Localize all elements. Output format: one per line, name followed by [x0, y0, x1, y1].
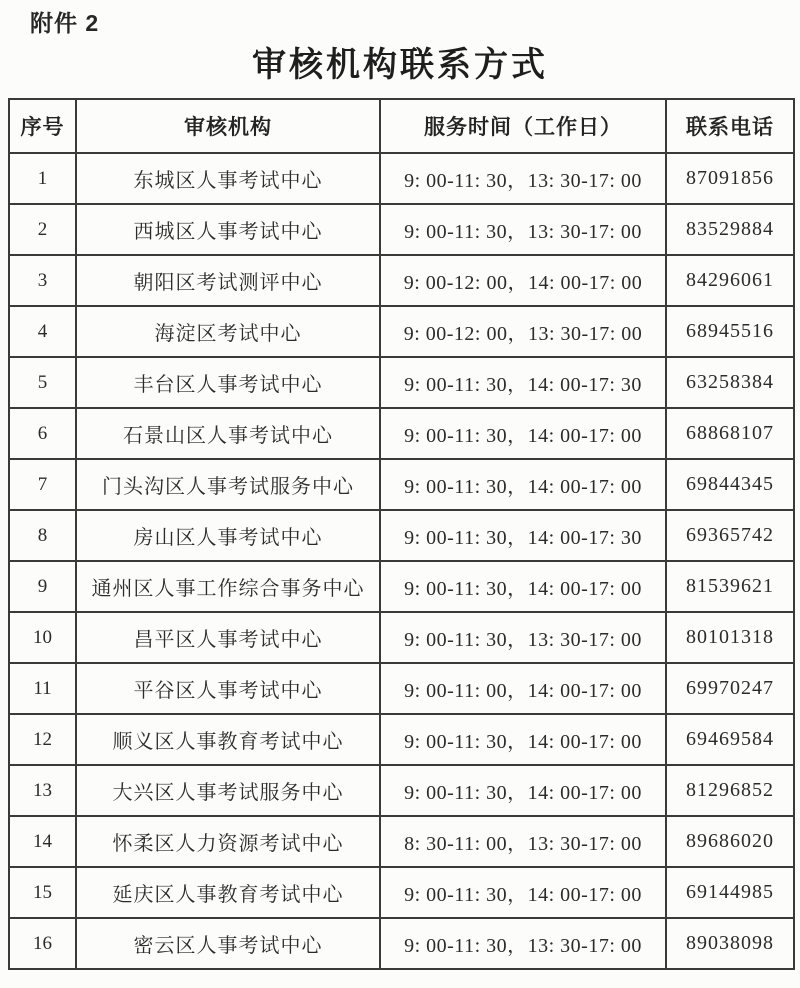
- table-row: [9, 816, 794, 867]
- cell-no: 3: [9, 255, 76, 306]
- cell-agency: 石景山区人事考试中心: [76, 408, 380, 459]
- cell-agency: 东城区人事考试中心: [76, 153, 380, 204]
- cell-agency: 延庆区人事教育考试中心: [76, 867, 380, 918]
- table-header-row: [9, 99, 794, 153]
- table-body: [9, 153, 794, 969]
- table-row: [9, 306, 794, 357]
- cell-phone: 81296852: [666, 765, 794, 816]
- cell-phone: 80101318: [666, 612, 794, 663]
- cell-hours: 9: 00-11: 30，14: 00-17: 00: [380, 714, 666, 765]
- cell-phone: 89686020: [666, 816, 794, 867]
- cell-hours: 9: 00-11: 30，14: 00-17: 00: [380, 867, 666, 918]
- cell-phone: 69365742: [666, 510, 794, 561]
- cell-no: 13: [9, 765, 76, 816]
- cell-hours: 9: 00-12: 00，14: 00-17: 00: [380, 255, 666, 306]
- cell-hours: 9: 00-11: 00，14: 00-17: 00: [380, 663, 666, 714]
- table-row: [9, 663, 794, 714]
- cell-no: 4: [9, 306, 76, 357]
- table-row: [9, 561, 794, 612]
- header-cell-no: 序号: [9, 99, 76, 153]
- page-title: 审核机构联系方式: [252, 47, 548, 84]
- header-cell-agency: 审核机构: [76, 99, 380, 153]
- cell-hours: 9: 00-11: 30，14: 00-17: 00: [380, 408, 666, 459]
- table-row: [9, 408, 794, 459]
- cell-agency: 昌平区人事考试中心: [76, 612, 380, 663]
- cell-phone: 84296061: [666, 255, 794, 306]
- cell-phone: 68945516: [666, 306, 794, 357]
- cell-agency: 平谷区人事考试中心: [76, 663, 380, 714]
- table-row: [9, 255, 794, 306]
- cell-no: 7: [9, 459, 76, 510]
- cell-no: 6: [9, 408, 76, 459]
- header-cell-hours: 服务时间（工作日）: [380, 99, 666, 153]
- cell-phone: 69144985: [666, 867, 794, 918]
- cell-phone: 89038098: [666, 918, 794, 969]
- cell-hours: 9: 00-11: 30，14: 00-17: 00: [380, 459, 666, 510]
- cell-agency: 大兴区人事考试服务中心: [76, 765, 380, 816]
- cell-hours: 9: 00-11: 30，13: 30-17: 00: [380, 918, 666, 969]
- cell-hours: 9: 00-11: 30，14: 00-17: 30: [380, 510, 666, 561]
- cell-agency: 密云区人事考试中心: [76, 918, 380, 969]
- table-row: [9, 510, 794, 561]
- cell-phone: 63258384: [666, 357, 794, 408]
- cell-agency: 西城区人事考试中心: [76, 204, 380, 255]
- table-row: [9, 612, 794, 663]
- cell-no: 5: [9, 357, 76, 408]
- cell-hours: 9: 00-11: 30，14: 00-17: 00: [380, 561, 666, 612]
- cell-phone: 69844345: [666, 459, 794, 510]
- cell-no: 15: [9, 867, 76, 918]
- cell-no: 9: [9, 561, 76, 612]
- table-row: [9, 765, 794, 816]
- cell-no: 1: [9, 153, 76, 204]
- cell-phone: 68868107: [666, 408, 794, 459]
- table-row: [9, 204, 794, 255]
- cell-agency: 朝阳区考试测评中心: [76, 255, 380, 306]
- header-cell-phone: 联系电话: [666, 99, 794, 153]
- cell-hours: 8: 30-11: 00，13: 30-17: 00: [380, 816, 666, 867]
- cell-phone: 69970247: [666, 663, 794, 714]
- table-row: [9, 714, 794, 765]
- cell-phone: 81539621: [666, 561, 794, 612]
- table-row: [9, 153, 794, 204]
- contact-table: [8, 98, 795, 970]
- cell-no: 16: [9, 918, 76, 969]
- cell-no: 11: [9, 663, 76, 714]
- cell-no: 14: [9, 816, 76, 867]
- cell-hours: 9: 00-11: 30，13: 30-17: 00: [380, 204, 666, 255]
- cell-agency: 通州区人事工作综合事务中心: [76, 561, 380, 612]
- cell-agency: 怀柔区人力资源考试中心: [76, 816, 380, 867]
- table-row: [9, 459, 794, 510]
- cell-hours: 9: 00-12: 00，13: 30-17: 00: [380, 306, 666, 357]
- cell-hours: 9: 00-11: 30，14: 00-17: 00: [380, 765, 666, 816]
- table-row: [9, 918, 794, 969]
- cell-hours: 9: 00-11: 30，14: 00-17: 30: [380, 357, 666, 408]
- table-row: [9, 357, 794, 408]
- cell-agency: 丰台区人事考试中心: [76, 357, 380, 408]
- cell-no: 12: [9, 714, 76, 765]
- cell-hours: 9: 00-11: 30，13: 30-17: 00: [380, 612, 666, 663]
- cell-no: 8: [9, 510, 76, 561]
- cell-no: 2: [9, 204, 76, 255]
- cell-phone: 69469584: [666, 714, 794, 765]
- table-row: [9, 867, 794, 918]
- attachment-label: 附件 2: [30, 10, 100, 36]
- cell-agency: 门头沟区人事考试服务中心: [76, 459, 380, 510]
- cell-hours: 9: 00-11: 30，13: 30-17: 00: [380, 153, 666, 204]
- cell-agency: 顺义区人事教育考试中心: [76, 714, 380, 765]
- cell-agency: 海淀区考试中心: [76, 306, 380, 357]
- cell-phone: 87091856: [666, 153, 794, 204]
- cell-no: 10: [9, 612, 76, 663]
- cell-agency: 房山区人事考试中心: [76, 510, 380, 561]
- cell-phone: 83529884: [666, 204, 794, 255]
